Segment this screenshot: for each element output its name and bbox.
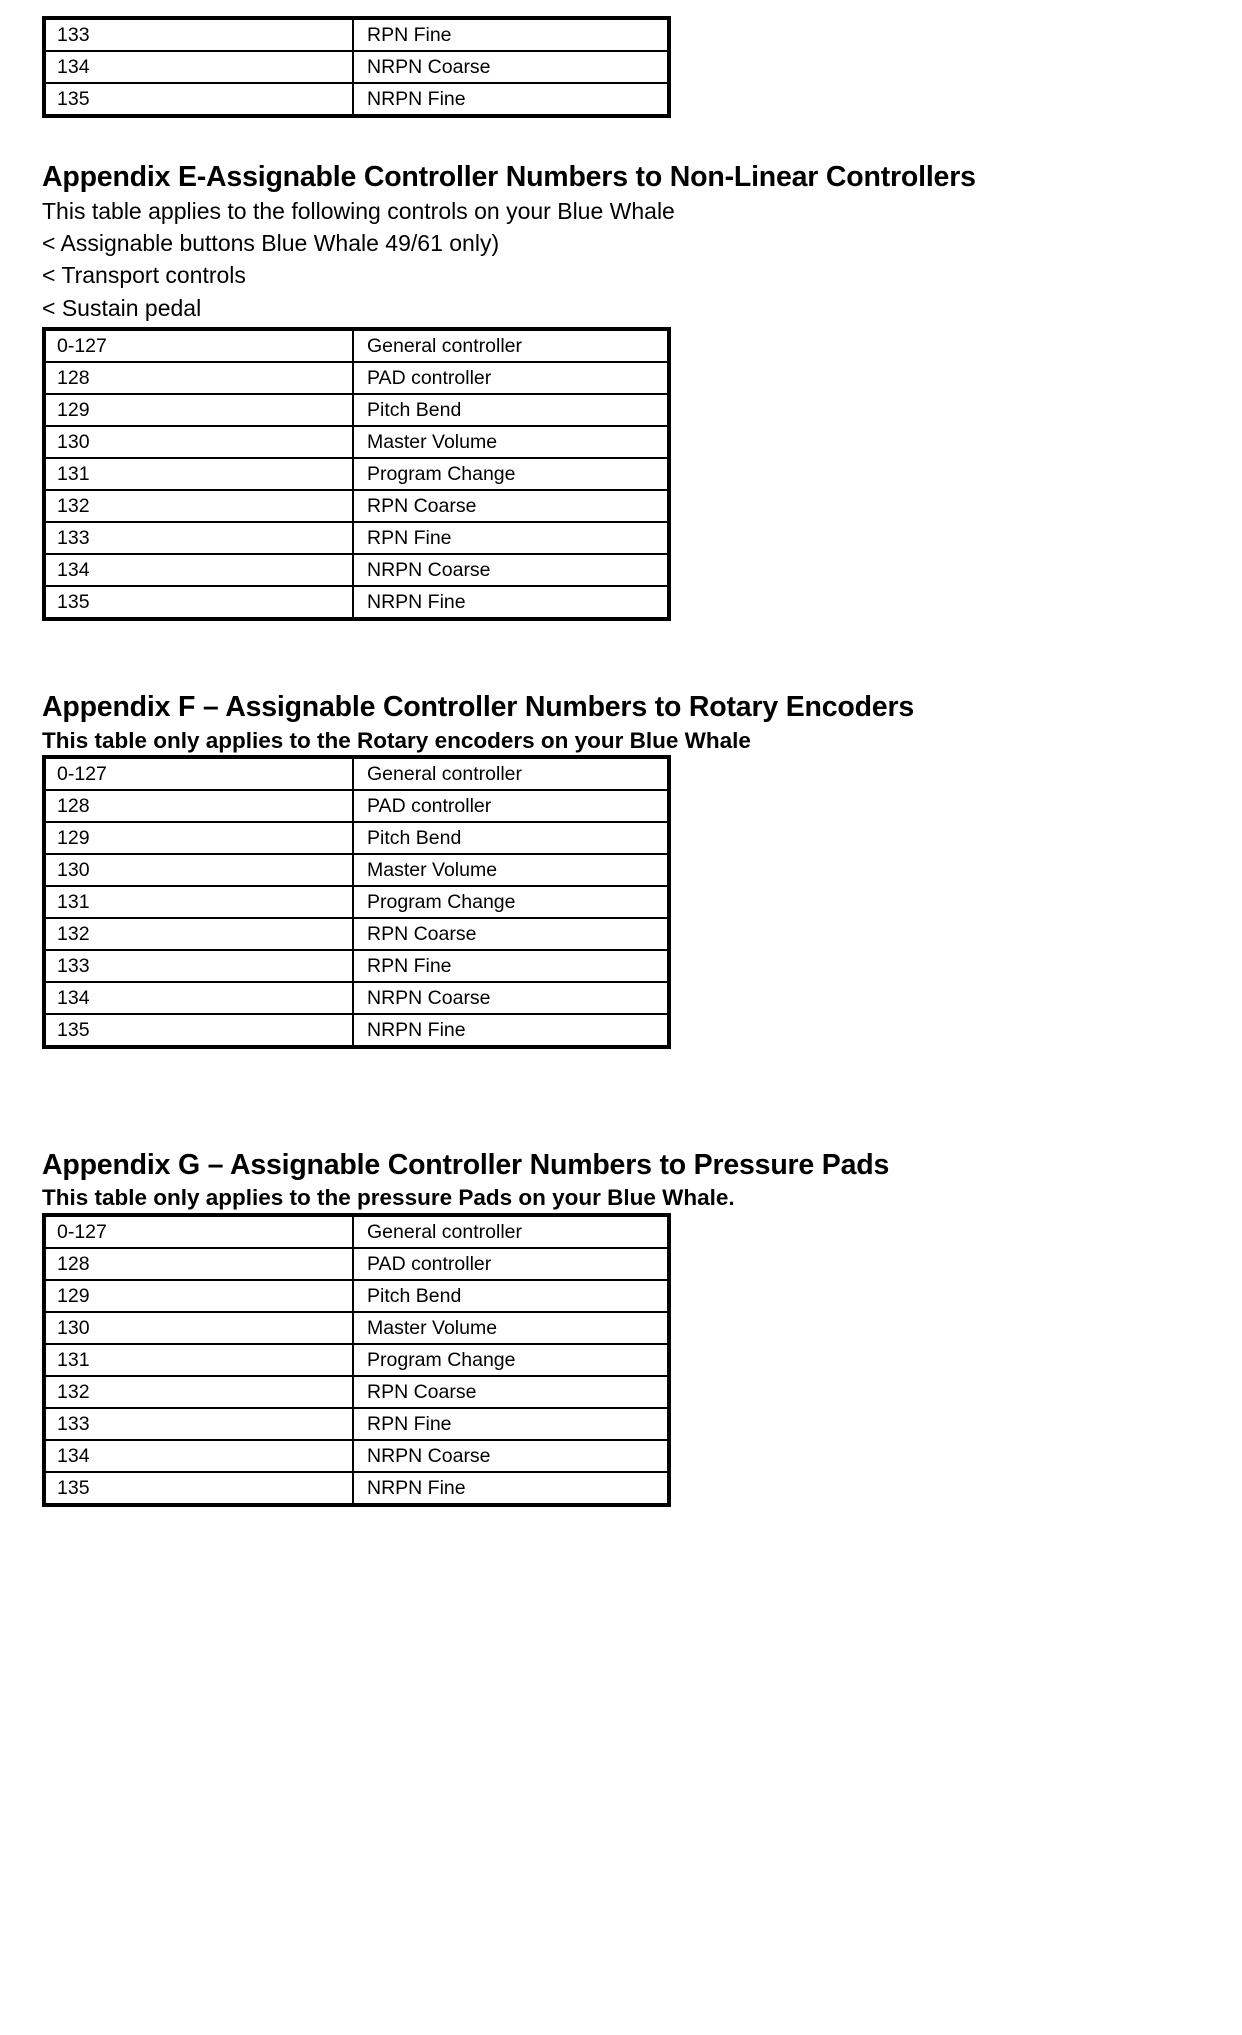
appendix-g-table — [42, 1213, 671, 1507]
table-row — [44, 1344, 669, 1376]
appendix-e-table — [42, 327, 671, 621]
appendix-g-subtitle: This table only applies to the pressure Pads on your Blue Whale. — [42, 1185, 735, 1210]
appendix-g-heading: Appendix G – Assignable Controller Numbers to Pressure Pads — [42, 1149, 890, 1181]
controller-number-cell: 130 — [44, 426, 353, 458]
controller-number-cell: 135 — [44, 586, 353, 619]
controller-label-cell: NRPN Fine — [353, 586, 669, 619]
controller-number-cell: 132 — [44, 490, 353, 522]
table-row — [44, 757, 669, 790]
controller-number-cell: 130 — [44, 854, 353, 886]
table-row — [44, 1014, 669, 1047]
table-row — [44, 586, 669, 619]
table-row — [44, 1376, 669, 1408]
controller-label-cell: NRPN Coarse — [353, 554, 669, 586]
controller-number-cell: 129 — [44, 394, 353, 426]
controller-number-cell: 134 — [44, 51, 353, 83]
table-row — [44, 18, 669, 51]
table-row — [44, 918, 669, 950]
controller-label-cell: RPN Fine — [353, 522, 669, 554]
table-row — [44, 1440, 669, 1472]
table-row — [44, 886, 669, 918]
controller-label-cell: Master Volume — [353, 1312, 669, 1344]
controller-label-cell: General controller — [353, 1215, 669, 1248]
controller-number-cell: 0-127 — [44, 329, 353, 362]
appendix-e-bullet-2: < Transport controls — [42, 262, 246, 288]
table-body — [44, 329, 669, 619]
appendix-f-table — [42, 755, 671, 1049]
controller-number-cell: 134 — [44, 554, 353, 586]
appendix-e-bullet-1: < Assignable buttons Blue Whale 49/61 only) — [42, 230, 500, 256]
continued-controller-table — [42, 16, 671, 118]
controller-number-cell: 135 — [44, 1014, 353, 1047]
controller-label-cell: NRPN Fine — [353, 83, 669, 116]
controller-label-cell: NRPN Coarse — [353, 51, 669, 83]
controller-label-cell: Program Change — [353, 886, 669, 918]
controller-label-cell: PAD controller — [353, 790, 669, 822]
controller-label-cell: PAD controller — [353, 1248, 669, 1280]
controller-label-cell: NRPN Coarse — [353, 1440, 669, 1472]
controller-label-cell: Program Change — [353, 458, 669, 490]
table-row — [44, 83, 669, 116]
table-row — [44, 1280, 669, 1312]
controller-number-cell: 128 — [44, 790, 353, 822]
appendix-f-heading: Appendix F – Assignable Controller Numbers to Rotary Encoders — [42, 691, 914, 723]
controller-label-cell: RPN Coarse — [353, 1376, 669, 1408]
controller-label-cell: Master Volume — [353, 854, 669, 886]
controller-number-cell: 132 — [44, 1376, 353, 1408]
controller-label-cell: Pitch Bend — [353, 394, 669, 426]
controller-label-cell: NRPN Coarse — [353, 982, 669, 1014]
table-row — [44, 394, 669, 426]
table-body — [44, 757, 669, 1047]
controller-number-cell: 130 — [44, 1312, 353, 1344]
table-row — [44, 854, 669, 886]
controller-label-cell: RPN Fine — [353, 18, 669, 51]
table-row — [44, 51, 669, 83]
table-body — [44, 1215, 669, 1505]
controller-label-cell: Pitch Bend — [353, 1280, 669, 1312]
table-row — [44, 1215, 669, 1248]
controller-number-cell: 0-127 — [44, 1215, 353, 1248]
table-row — [44, 426, 669, 458]
table-row — [44, 982, 669, 1014]
table-row — [44, 554, 669, 586]
controller-number-cell: 129 — [44, 1280, 353, 1312]
controller-label-cell: RPN Coarse — [353, 918, 669, 950]
controller-label-cell: NRPN Fine — [353, 1014, 669, 1047]
appendix-f-subtitle: This table only applies to the Rotary encoders on your Blue Whale — [42, 728, 751, 753]
controller-number-cell: 133 — [44, 522, 353, 554]
controller-number-cell: 132 — [44, 918, 353, 950]
controller-number-cell: 134 — [44, 1440, 353, 1472]
appendix-e-heading: Appendix E-Assignable Controller Numbers to Non-Linear Controllers — [42, 161, 976, 193]
table-row — [44, 1472, 669, 1505]
table-body — [44, 18, 669, 116]
controller-number-cell: 133 — [44, 18, 353, 51]
controller-number-cell: 131 — [44, 886, 353, 918]
controller-label-cell: RPN Fine — [353, 950, 669, 982]
controller-number-cell: 135 — [44, 1472, 353, 1505]
table-row — [44, 329, 669, 362]
appendix-e-bullet-3: < Sustain pedal — [42, 295, 202, 321]
controller-label-cell: PAD controller — [353, 362, 669, 394]
controller-label-cell: General controller — [353, 329, 669, 362]
controller-number-cell: 128 — [44, 1248, 353, 1280]
controller-label-cell: NRPN Fine — [353, 1472, 669, 1505]
table-row — [44, 522, 669, 554]
controller-number-cell: 133 — [44, 1408, 353, 1440]
controller-label-cell: Program Change — [353, 1344, 669, 1376]
controller-number-cell: 0-127 — [44, 757, 353, 790]
table-row — [44, 1312, 669, 1344]
table-row — [44, 822, 669, 854]
appendix-e-subtitle: This table applies to the following controls on your Blue Whale — [42, 198, 675, 224]
controller-number-cell: 131 — [44, 1344, 353, 1376]
table-row — [44, 790, 669, 822]
controller-number-cell: 129 — [44, 822, 353, 854]
table-row — [44, 950, 669, 982]
controller-number-cell: 131 — [44, 458, 353, 490]
controller-label-cell: RPN Fine — [353, 1408, 669, 1440]
table-row — [44, 1248, 669, 1280]
controller-number-cell: 135 — [44, 83, 353, 116]
controller-number-cell: 133 — [44, 950, 353, 982]
controller-number-cell: 128 — [44, 362, 353, 394]
controller-label-cell: RPN Coarse — [353, 490, 669, 522]
controller-number-cell: 134 — [44, 982, 353, 1014]
table-row — [44, 1408, 669, 1440]
controller-label-cell: Master Volume — [353, 426, 669, 458]
controller-label-cell: General controller — [353, 757, 669, 790]
table-row — [44, 458, 669, 490]
table-row — [44, 490, 669, 522]
table-row — [44, 362, 669, 394]
controller-label-cell: Pitch Bend — [353, 822, 669, 854]
